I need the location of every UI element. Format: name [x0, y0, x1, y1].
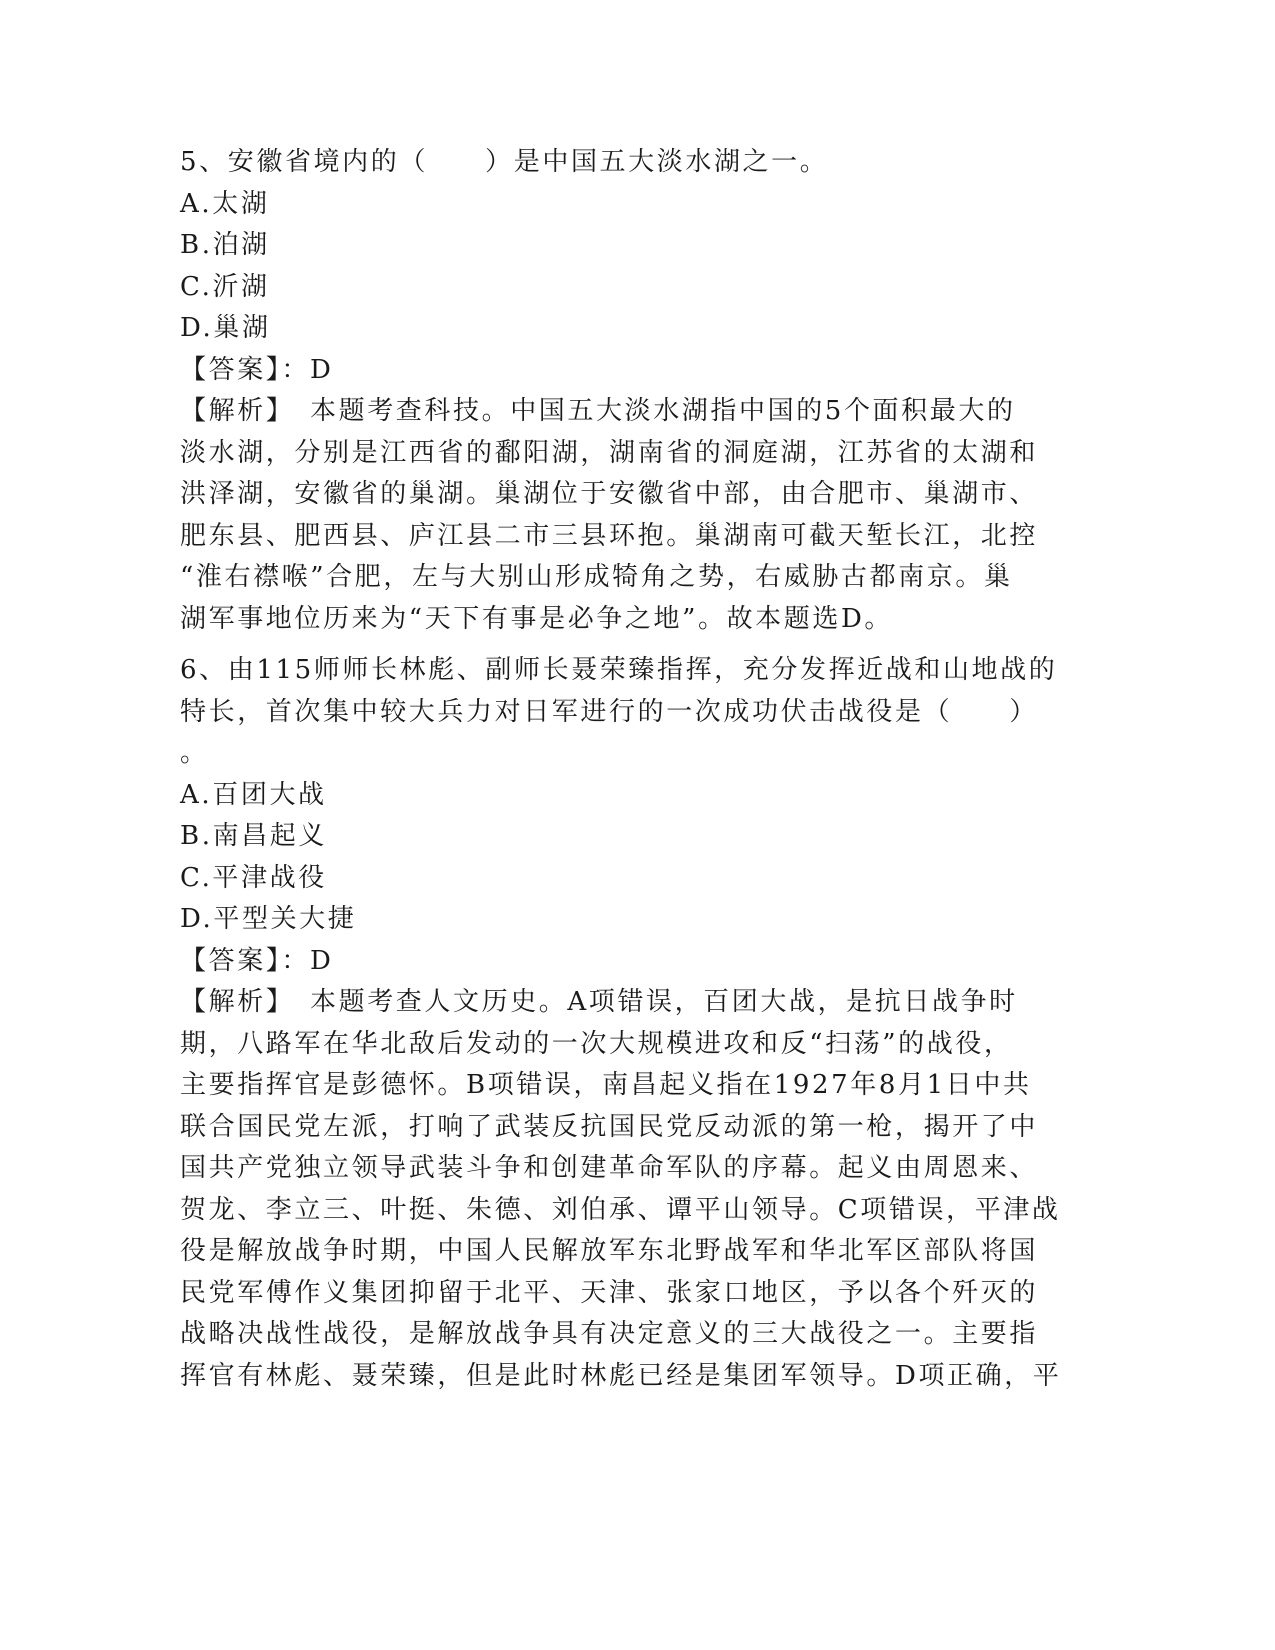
question-gap [180, 640, 1040, 650]
option-b: B.泊湖 [180, 230, 270, 260]
analysis-line: 国共产党独立领导武装斗争和创建革命军队的序幕。起义由周恩来、 [180, 1153, 1039, 1183]
document-page [180, 142, 1062, 1397]
analysis-line: 民党军傅作义集团抑留于北平、天津、张家口地区，予以各个歼灭的 [180, 1277, 1039, 1308]
answer-key: 【答案】：D [180, 945, 334, 976]
option-c: C.沂湖 [180, 271, 270, 302]
option-b: B.南昌起义 [180, 821, 327, 851]
analysis-line: 联合国民党左派，打响了武装反抗国民党反动派的第一枪，揭开了中 [180, 1111, 1039, 1142]
analysis-line: “淮右襟喉”合肥，左与大别山形成犄角之势，右威胁古都南京。巢 [180, 562, 1013, 592]
analysis-line: 【解析】 本题考查人文历史。A项错误，百团大战，是抗日战争时 [180, 987, 1018, 1017]
option-a: A.太湖 [180, 188, 270, 219]
question-stem-line: 6、由115师师长林彪、副师长聂荣臻指挥，充分发挥近战和山地战的 [180, 655, 1058, 685]
analysis-line: 主要指挥官是彭德怀。B项错误，南昌起义指在1927年8月1日中共 [180, 1070, 1032, 1100]
question-stem-line: 。 [180, 738, 209, 768]
answer-key: 【答案】：D [180, 354, 334, 385]
analysis-line: 洪泽湖，安徽省的巢湖。巢湖位于安徽省中部，由合肥市、巢湖市、 [180, 479, 1039, 509]
option-d: D.平型关大捷 [180, 904, 357, 934]
analysis-line: 贺龙、李立三、叶挺、朱德、刘伯承、谭平山领导。C项错误，平津战 [180, 1194, 1061, 1225]
question-6 [180, 650, 1062, 1397]
analysis-line: 湖军事地位历来为“天下有事是必争之地”。故本题选D。 [180, 603, 894, 634]
question-5 [180, 142, 1040, 640]
analysis-line: 役是解放战争时期，中国人民解放军东北野战军和华北军区部队将国 [180, 1236, 1039, 1266]
question-stem-line: 5、安徽省境内的（ ）是中国五大淡水湖之一。 [180, 147, 829, 177]
analysis-line: 【解析】 本题考查科技。中国五大淡水湖指中国的5个面积最大的 [180, 396, 1016, 426]
analysis-line: 期，八路军在华北敌后发动的一次大规模进攻和反“扫荡”的战役， [180, 1028, 1013, 1059]
analysis-line: 肥东县、肥西县、庐江县二市三县环抱。巢湖南可截天堑长江，北控 [180, 520, 1039, 551]
analysis-line: 淡水湖，分别是江西省的鄱阳湖，湖南省的洞庭湖，江苏省的太湖和 [180, 437, 1039, 468]
analysis-line: 挥官有林彪、聂荣臻，但是此时林彪已经是集团军领导。D项正确，平 [180, 1360, 1062, 1391]
option-d: D.巢湖 [180, 313, 271, 343]
option-c: C.平津战役 [180, 862, 327, 893]
question-stem-line: 特长，首次集中较大兵力对日军进行的一次成功伏击战役是（ ） [180, 696, 1039, 727]
analysis-line: 战略决战性战役，是解放战争具有决定意义的三大战役之一。主要指 [180, 1319, 1039, 1349]
option-a: A.百团大战 [180, 779, 327, 810]
